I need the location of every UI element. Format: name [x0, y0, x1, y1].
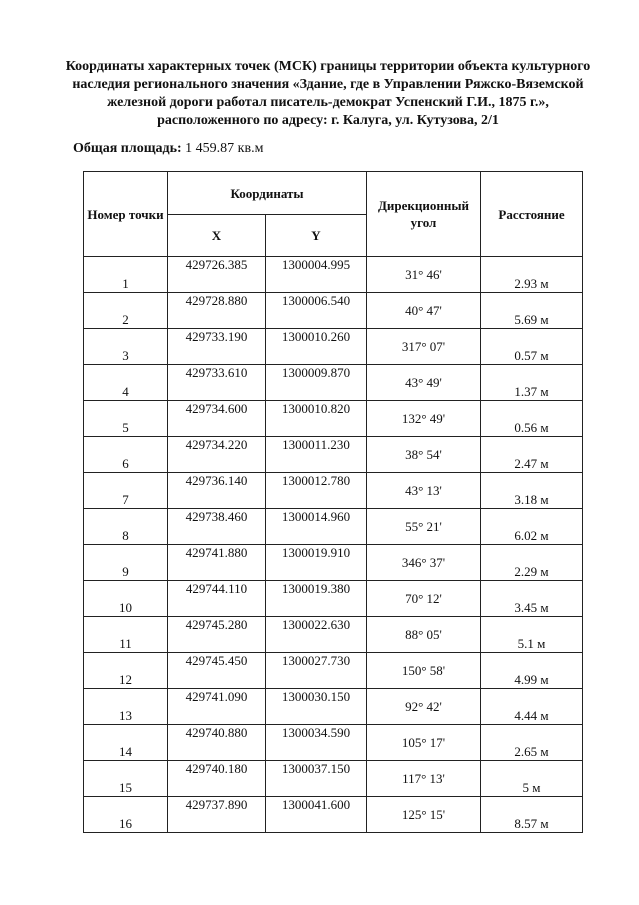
header-bearing: Дирекционный угол — [367, 172, 481, 257]
distance: 3.45 м — [481, 581, 583, 617]
header-y: Y — [266, 215, 367, 257]
coord-x: 429740.180 — [168, 761, 266, 797]
coord-x: 429741.880 — [168, 545, 266, 581]
point-number: 11 — [84, 617, 168, 653]
point-number: 8 — [84, 509, 168, 545]
table-row — [84, 581, 583, 617]
point-number: 7 — [84, 473, 168, 509]
coord-x: 429736.140 — [168, 473, 266, 509]
coord-y: 1300037.150 — [266, 761, 367, 797]
point-number: 14 — [84, 725, 168, 761]
coord-x: 429733.610 — [168, 365, 266, 401]
distance: 5.1 м — [481, 617, 583, 653]
coord-x: 429744.110 — [168, 581, 266, 617]
distance: 6.02 м — [481, 509, 583, 545]
coord-y: 1300030.150 — [266, 689, 367, 725]
header-distance: Расстояние — [481, 172, 583, 257]
coord-y: 1300041.600 — [266, 797, 367, 833]
total-area-value: 1 459.87 кв.м — [185, 141, 264, 156]
point-number: 6 — [84, 437, 168, 473]
distance: 5 м — [481, 761, 583, 797]
header-x: X — [168, 215, 266, 257]
distance: 2.29 м — [481, 545, 583, 581]
bearing-angle: 346° 37' — [367, 545, 481, 581]
distance: 0.56 м — [481, 401, 583, 437]
coord-x: 429741.090 — [168, 689, 266, 725]
coord-x: 429745.450 — [168, 653, 266, 689]
coord-x: 429740.880 — [168, 725, 266, 761]
bearing-angle: 43° 49' — [367, 365, 481, 401]
distance: 2.93 м — [481, 257, 583, 293]
bearing-angle: 317° 07' — [367, 329, 481, 365]
table-row — [84, 329, 583, 365]
bearing-angle: 125° 15' — [367, 797, 481, 833]
coord-y: 1300019.380 — [266, 581, 367, 617]
coord-y: 1300009.870 — [266, 365, 367, 401]
bearing-angle: 38° 54' — [367, 437, 481, 473]
document-title: Координаты характерных точек (МСК) границы территории объекта культурного наследия регионального значения «Здание, где в Управлении Ряжско-Вяземской железной дороги работал писатель-демократ Успенский Г.И., 1875 г.», расположенного по адресу: г. Калуга, ул. Кутузова, 2/1 — [65, 59, 591, 128]
table-row — [84, 509, 583, 545]
distance: 2.65 м — [481, 725, 583, 761]
coord-y: 1300019.910 — [266, 545, 367, 581]
bearing-angle: 105° 17' — [367, 725, 481, 761]
distance: 2.47 м — [481, 437, 583, 473]
table-row — [84, 293, 583, 329]
table-row — [84, 617, 583, 653]
table-row — [84, 473, 583, 509]
coord-x: 429726.385 — [168, 257, 266, 293]
bearing-angle: 150° 58' — [367, 653, 481, 689]
header-coordinates: Координаты — [168, 172, 367, 215]
bearing-angle: 31° 46' — [367, 257, 481, 293]
bearing-angle: 88° 05' — [367, 617, 481, 653]
table-row — [84, 545, 583, 581]
point-number: 10 — [84, 581, 168, 617]
coord-x: 429734.600 — [168, 401, 266, 437]
table-row — [84, 365, 583, 401]
bearing-angle: 117° 13' — [367, 761, 481, 797]
coord-y: 1300012.780 — [266, 473, 367, 509]
point-number: 9 — [84, 545, 168, 581]
table-row — [84, 761, 583, 797]
bearing-angle: 92° 42' — [367, 689, 481, 725]
coord-x: 429737.890 — [168, 797, 266, 833]
bearing-angle: 132° 49' — [367, 401, 481, 437]
table-row — [84, 401, 583, 437]
coord-y: 1300006.540 — [266, 293, 367, 329]
table-row — [84, 797, 583, 833]
bearing-angle: 43° 13' — [367, 473, 481, 509]
point-number: 3 — [84, 329, 168, 365]
distance: 8.57 м — [481, 797, 583, 833]
coord-y: 1300027.730 — [266, 653, 367, 689]
table-row — [84, 725, 583, 761]
distance: 0.57 м — [481, 329, 583, 365]
distance: 5.69 м — [481, 293, 583, 329]
coordinates-table — [83, 171, 583, 833]
coord-y: 1300010.820 — [266, 401, 367, 437]
bearing-angle: 55° 21' — [367, 509, 481, 545]
point-number: 5 — [84, 401, 168, 437]
point-number: 15 — [84, 761, 168, 797]
table-row — [84, 689, 583, 725]
total-area-label: Общая площадь: — [73, 141, 182, 156]
coord-y: 1300034.590 — [266, 725, 367, 761]
coord-x: 429733.190 — [168, 329, 266, 365]
table-row — [84, 653, 583, 689]
coord-y: 1300022.630 — [266, 617, 367, 653]
point-number: 13 — [84, 689, 168, 725]
total-area — [73, 140, 263, 158]
distance: 4.99 м — [481, 653, 583, 689]
bearing-angle: 40° 47' — [367, 293, 481, 329]
coord-y: 1300010.260 — [266, 329, 367, 365]
bearing-angle: 70° 12' — [367, 581, 481, 617]
coord-x: 429734.220 — [168, 437, 266, 473]
coord-x: 429738.460 — [168, 509, 266, 545]
header-point-number: Номер точки — [84, 172, 168, 257]
point-number: 1 — [84, 257, 168, 293]
distance: 4.44 м — [481, 689, 583, 725]
point-number: 12 — [84, 653, 168, 689]
point-number: 16 — [84, 797, 168, 833]
table-row — [84, 437, 583, 473]
coord-y: 1300004.995 — [266, 257, 367, 293]
coord-y: 1300014.960 — [266, 509, 367, 545]
table-row — [84, 257, 583, 293]
coord-x: 429745.280 — [168, 617, 266, 653]
coord-y: 1300011.230 — [266, 437, 367, 473]
point-number: 2 — [84, 293, 168, 329]
coord-x: 429728.880 — [168, 293, 266, 329]
distance: 3.18 м — [481, 473, 583, 509]
point-number: 4 — [84, 365, 168, 401]
distance: 1.37 м — [481, 365, 583, 401]
